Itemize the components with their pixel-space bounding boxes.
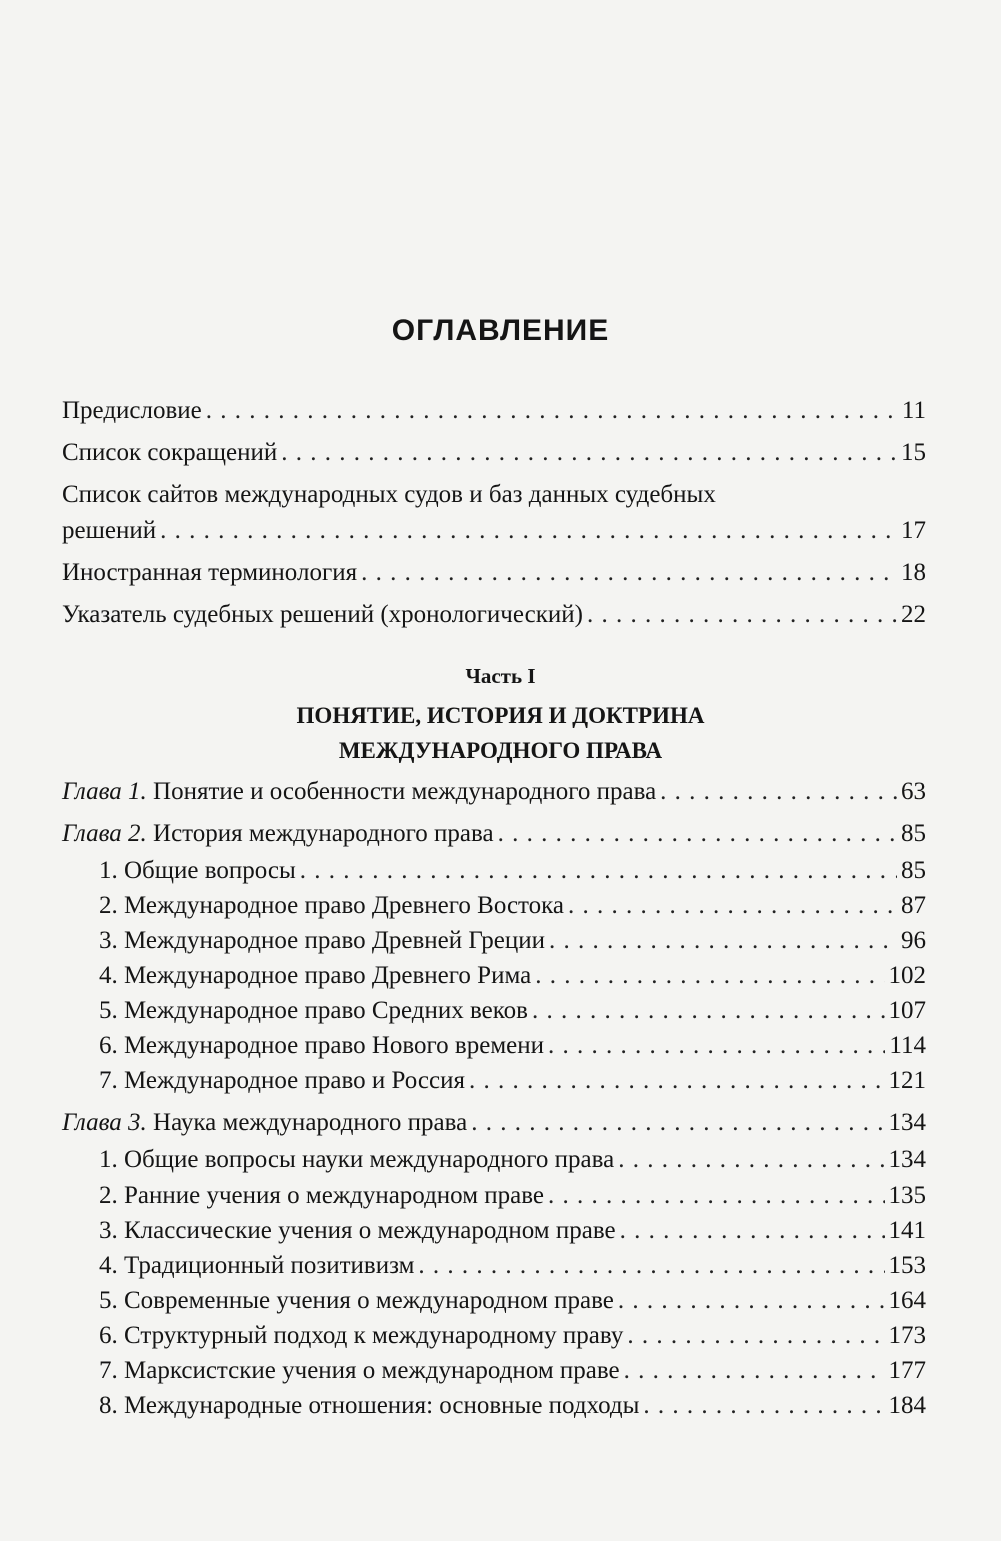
chapter-title: Наука международного права bbox=[153, 1109, 468, 1136]
toc-entry-label bbox=[62, 818, 494, 850]
toc-chapter-2 bbox=[62, 818, 926, 850]
toc-section bbox=[99, 1320, 926, 1352]
leader-dots bbox=[620, 1215, 885, 1247]
leader-dots bbox=[624, 1355, 885, 1387]
toc-page-number: 63 bbox=[901, 778, 926, 805]
part-label: Часть I bbox=[465, 664, 536, 688]
leader-dots bbox=[300, 855, 897, 887]
toc-entry-label: 4. Традиционный позитивизм bbox=[99, 1252, 415, 1279]
toc-entry-label: 2. Ранние учения о международном праве bbox=[99, 1182, 544, 1209]
toc-section bbox=[99, 855, 926, 887]
toc-section bbox=[99, 960, 926, 992]
toc-page-number: 85 bbox=[901, 857, 926, 884]
toc-page-number: 164 bbox=[888, 1287, 926, 1314]
toc-entry-label: 1. Общие вопросы науки международного права bbox=[99, 1146, 615, 1173]
toc-page-number: 114 bbox=[889, 1032, 926, 1059]
toc-section bbox=[99, 1030, 926, 1062]
toc-entry-label: Предисловие bbox=[62, 397, 202, 424]
toc-entry-terminology bbox=[62, 557, 926, 589]
toc-page-number: 153 bbox=[888, 1252, 926, 1279]
toc-page-number: 85 bbox=[901, 820, 926, 847]
toc-entry-case-index bbox=[62, 599, 926, 631]
toc-page-number: 134 bbox=[888, 1109, 926, 1136]
toc-page-number: 184 bbox=[888, 1392, 926, 1419]
toc-page-number: 102 bbox=[888, 962, 926, 989]
toc-entry-label: 7. Международное право и Россия bbox=[99, 1067, 465, 1094]
leader-dots bbox=[549, 925, 897, 957]
toc-section bbox=[99, 1285, 926, 1317]
toc-entry-label: 6. Структурный подход к международному праву bbox=[99, 1322, 624, 1349]
toc-entry-label: 3. Международное право Древней Греции bbox=[99, 927, 546, 954]
toc-entry-label: 8. Международные отношения: основные подходы bbox=[99, 1392, 640, 1419]
leader-dots bbox=[469, 1065, 885, 1097]
leader-dots bbox=[160, 515, 897, 547]
leader-dots bbox=[206, 395, 898, 427]
toc-entry-label: 5. Современные учения о международном праве bbox=[99, 1287, 614, 1314]
toc-page-number: 135 bbox=[888, 1182, 926, 1209]
toc-entry-label: 2. Международное право Древнего Востока bbox=[99, 892, 565, 919]
toc-entry-label: 1. Общие вопросы bbox=[99, 857, 296, 884]
leader-dots bbox=[660, 776, 897, 808]
toc-page-number: 173 bbox=[888, 1322, 926, 1349]
toc-section bbox=[99, 925, 926, 957]
leader-dots bbox=[548, 1030, 885, 1062]
leader-dots bbox=[618, 1285, 885, 1317]
toc-page-number: 141 bbox=[888, 1217, 926, 1244]
toc-section bbox=[99, 1065, 926, 1097]
leader-dots bbox=[568, 890, 897, 922]
leader-dots bbox=[281, 437, 897, 469]
leader-dots bbox=[418, 1250, 884, 1282]
toc-section bbox=[99, 995, 926, 1027]
toc-page-number: 134 bbox=[888, 1146, 926, 1173]
chapter-title: История международного права bbox=[153, 820, 494, 847]
leader-dots bbox=[471, 1107, 884, 1139]
toc-entry-label: 3. Классические учения о международном праве bbox=[99, 1217, 616, 1244]
toc-entry-label bbox=[62, 776, 656, 808]
toc-entry-label: Список сокращений bbox=[62, 439, 278, 466]
toc-section bbox=[99, 1180, 926, 1212]
part-title-line1: ПОНЯТИЕ, ИСТОРИЯ И ДОКТРИНА bbox=[296, 703, 705, 728]
leader-dots bbox=[532, 995, 885, 1027]
toc-page-number: 22 bbox=[901, 601, 926, 628]
toc-entry-label bbox=[62, 1107, 467, 1139]
toc-page-number: 18 bbox=[901, 559, 926, 586]
toc-section bbox=[99, 890, 926, 922]
toc-section bbox=[99, 1250, 926, 1282]
leader-dots bbox=[618, 1144, 884, 1176]
toc-entry-websites bbox=[62, 515, 926, 547]
chapter-prefix: Глава 1. bbox=[62, 778, 147, 805]
toc-section bbox=[99, 1390, 926, 1422]
chapter-prefix: Глава 3. bbox=[62, 1109, 147, 1136]
toc-page-number: 96 bbox=[901, 927, 926, 954]
toc-entry-label: 4. Международное право Древнего Рима bbox=[99, 962, 532, 989]
leader-dots bbox=[498, 818, 897, 850]
leader-dots bbox=[627, 1320, 884, 1352]
toc-page-number: 15 bbox=[901, 439, 926, 466]
toc-page-number: 107 bbox=[888, 997, 926, 1024]
part-title-line2: МЕЖДУНАРОДНОГО ПРАВА bbox=[338, 738, 663, 763]
toc-entry-label: 7. Марксистские учения о международном праве bbox=[99, 1357, 620, 1384]
toc-entry-preface bbox=[62, 395, 926, 427]
toc-entry-websites-line1: Список сайтов международных судов и баз данных судебных bbox=[62, 481, 716, 508]
leader-dots bbox=[548, 1180, 885, 1212]
toc-entry-label: Иностранная терминология bbox=[62, 559, 358, 586]
chapter-prefix: Глава 2. bbox=[62, 820, 147, 847]
toc-page-number: 87 bbox=[901, 892, 926, 919]
toc-section bbox=[99, 1215, 926, 1247]
toc-entry-abbreviations bbox=[62, 437, 926, 469]
toc-page-number: 11 bbox=[901, 397, 926, 424]
toc-entry-label: Указатель судебных решений (хронологический) bbox=[62, 601, 583, 628]
toc-chapter-1 bbox=[62, 776, 926, 808]
toc-page-number: 17 bbox=[901, 517, 926, 544]
toc-entry-label: решений bbox=[62, 517, 157, 544]
toc-entry-label: 6. Международное право Нового времени bbox=[99, 1032, 544, 1059]
leader-dots bbox=[361, 557, 897, 589]
toc-section bbox=[99, 1355, 926, 1387]
leader-dots bbox=[587, 599, 897, 631]
toc-page-number: 177 bbox=[888, 1357, 926, 1384]
toc-section bbox=[99, 1144, 926, 1176]
chapter-title: Понятие и особенности международного права bbox=[153, 778, 657, 805]
leader-dots bbox=[643, 1390, 884, 1422]
leader-dots bbox=[535, 960, 884, 992]
toc-page-number: 121 bbox=[888, 1067, 926, 1094]
page-title: ОГЛАВЛЕНИЕ bbox=[391, 314, 610, 347]
toc-entry-label: 5. Международное право Средних веков bbox=[99, 997, 528, 1024]
toc-chapter-3 bbox=[62, 1107, 926, 1139]
